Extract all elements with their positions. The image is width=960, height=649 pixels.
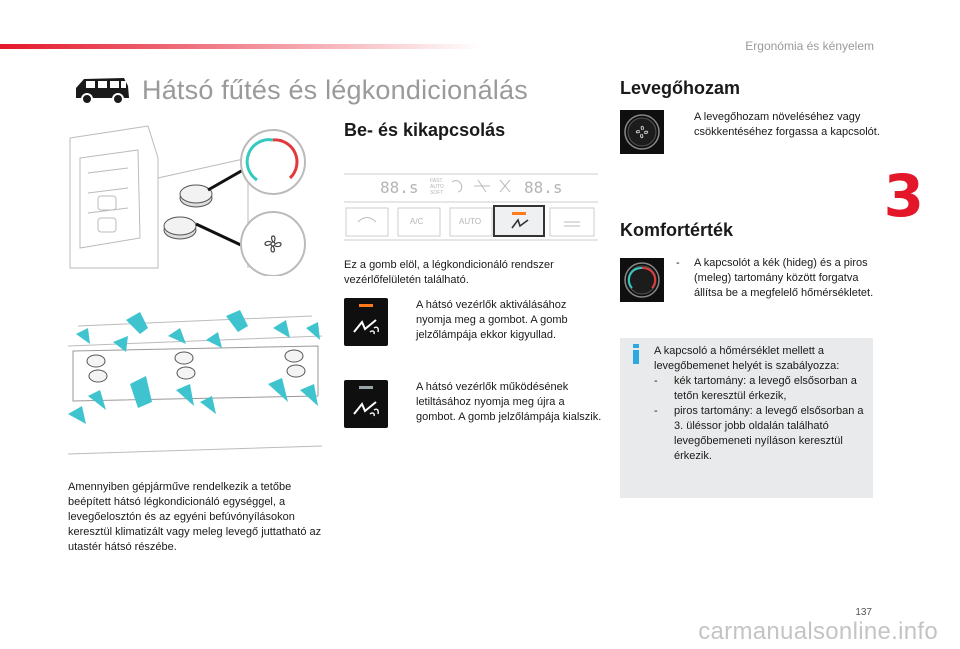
airflow-knob-image (620, 110, 664, 154)
info-note (620, 338, 873, 498)
rear-airflow-illustration (68, 306, 322, 470)
on-off-heading: Be- és kikapcsolás (344, 120, 506, 140)
header-color-bar (0, 44, 480, 49)
deactivate-step (344, 380, 604, 428)
rear-button-on-icon (344, 298, 388, 346)
comfort-item (620, 256, 880, 301)
comfort-text: A kapcsolót a kék (hideg) és a piros (meleg) tartomány között forgatva állítsa be a megfelelő hőmérsékletet. (694, 257, 874, 299)
airflow-item (620, 110, 880, 154)
fan-knob-icon (620, 110, 664, 154)
title-block (72, 72, 528, 108)
rear-ventilation-icon (344, 380, 388, 428)
info-list-item (654, 374, 868, 404)
deactivate-text: A hátsó vezérlők működésének letiltásához nyomja meg újra a gombot. A gomb jelzőlámpája kialszik. (416, 381, 602, 423)
temperature-knob-image (620, 258, 664, 302)
rear-controls-drawing (68, 118, 322, 276)
info-icon (630, 344, 642, 364)
comfort-heading: Komfortérték (620, 220, 734, 240)
left-temp-display: 88.s (380, 178, 419, 197)
info-dash: - (654, 405, 658, 417)
auto-label: AUTO (430, 184, 444, 190)
button-location-text: Ez a gomb elöl, a légkondicionáló rendszer vezérlőfelületén található. (344, 259, 554, 286)
step-bullet (400, 298, 416, 346)
airflow-text: A levegőhozam növeléséhez vagy csökkentéséhez forgassa a kapcsolót. (694, 111, 880, 138)
comfort-bullet: - (676, 257, 680, 269)
soft-label: SOFT (430, 190, 444, 196)
activate-text: A hátsó vezérlők aktiválásához nyomja meg a gombot. A gomb jelzőlámpája ekkor kigyullad. (416, 299, 568, 341)
site-watermark: carmanualsonline.info (698, 618, 938, 645)
info-item-text: piros tartomány: a levegő elsősorban a 3. üléssor jobb oldalán található levegőbemeneti nyíláson keresztül érkezik. (674, 405, 864, 462)
airflow-bullet (676, 110, 694, 154)
section-title: Ergonómia és kényelem (745, 39, 874, 53)
chapter-number: 3 (883, 162, 924, 230)
rear-ac-description: Amennyiben gépjárműve rendelkezik a tetőbe beépített hátsó légkondicionáló egységgel, a levegőelosztón és az egyéni befúvónyílásokon keresztül klimatizált vagy meleg levegő juttatható az utastér hátsó részébe. (68, 481, 322, 553)
info-list-item (654, 404, 868, 464)
fast-label: FAST (430, 178, 443, 184)
airflow-drawing (68, 306, 322, 470)
rear-ventilation-icon (344, 298, 388, 346)
rear-button-off-icon (344, 380, 388, 428)
front-control-panel (344, 166, 598, 244)
rear-controls-illustration (68, 118, 322, 276)
airflow-heading: Levegőhozam (620, 78, 741, 98)
activate-step (344, 298, 604, 346)
info-intro: A kapcsoló a hőmérséklet mellett a levegőbemenet helyét is szabályozza: (654, 345, 840, 372)
ac-button[interactable]: A/C (410, 217, 424, 226)
right-temp-display: 88.s (524, 178, 563, 197)
info-item-text: kék tartomány: a levegő elsősorban a tetőn keresztül érkezik, (674, 375, 857, 402)
step-bullet (400, 380, 416, 428)
auto-button[interactable]: AUTO (459, 217, 482, 226)
info-dash: - (654, 375, 658, 387)
page-title: Hátsó fűtés és légkondicionálás (142, 74, 528, 105)
minivan-icon (72, 72, 132, 108)
page-number: 137 (855, 607, 872, 618)
temperature-knob-icon (620, 258, 664, 302)
